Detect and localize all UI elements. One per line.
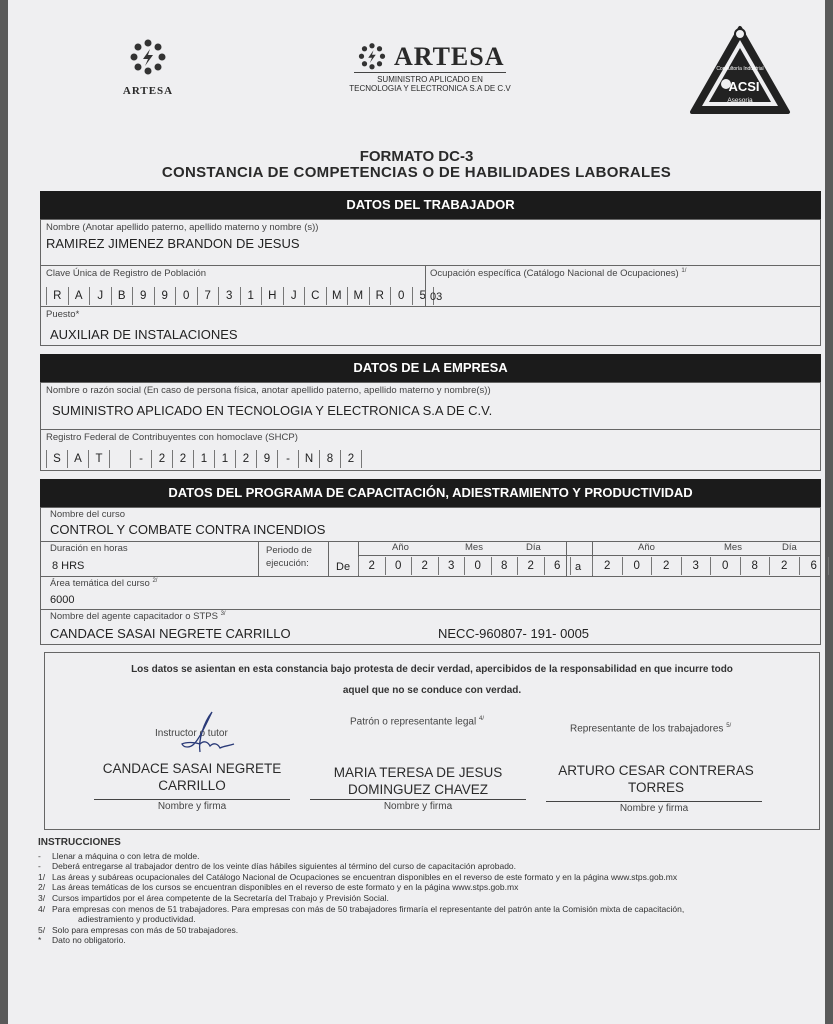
format-title: FORMATO DC-3 [359, 148, 474, 165]
artesa-logo-left [108, 38, 188, 97]
periodo-from-digit: 6 [544, 557, 571, 575]
agente-label-text: Nombre del agente capacitador o STPS [50, 611, 218, 623]
divider [40, 265, 821, 266]
patron-note: 4/ [478, 716, 484, 722]
instruccion-line [38, 872, 798, 883]
agente-registro: NECC-960807- 191- 0005 [438, 626, 590, 641]
periodo-from-digit: 8 [491, 557, 518, 575]
divider [40, 429, 821, 430]
instruccion-text: Las áreas y subáreas ocupacionales del Catálogo Nacional de Ocupaciones se encuentran disponibles en el reverso de este formato y en la página www.stps.gob.mx [52, 871, 678, 882]
curp-char: J [283, 287, 305, 305]
logo-left-text: ARTESA [122, 85, 174, 97]
curso-value: CONTROL Y COMBATE CONTRA INCENDIOS [50, 522, 326, 537]
rfc-char: S [46, 450, 67, 468]
divider [328, 541, 329, 576]
instruccion-line [38, 914, 798, 925]
periodo-to-digit: 0 [622, 557, 652, 575]
firma-label-trabajadores: Nombre y firma [619, 803, 689, 814]
divider [258, 541, 259, 576]
patron-name-line-2: DOMINGUEZ CHAVEZ [347, 782, 488, 797]
periodo-label-2: ejecución: [266, 558, 309, 569]
rfc-char: 9 [256, 450, 277, 468]
instruccion-text: Dato no obligatorio. [52, 935, 126, 946]
periodo-from-digit: 2 [411, 557, 438, 575]
anio-label-to: Año [638, 542, 655, 553]
patron-label-text: Patrón o representante legal [350, 716, 477, 728]
declaration-line-1: Los datos se asientan en esta constancia bajo protesta de decir verdad, apercibidos de la responsabilidad en que incurre todo [131, 664, 733, 675]
periodo-from-digit: 0 [385, 557, 412, 575]
cell-border [361, 450, 362, 468]
occupation-label-text: Ocupación específica (Catálogo Nacional de Ocupaciones) [430, 268, 679, 280]
area-label [50, 578, 157, 589]
curp-char: H [261, 287, 283, 305]
instruccion-mark [38, 914, 52, 925]
de-label: De [336, 561, 351, 573]
artesa-dots-icon [126, 38, 170, 78]
instruccion-line [38, 861, 798, 872]
instruccion-text: Para empresas con menos de 51 trabajadores. Para empresas con más de 50 trabajadores firmaría el representante del patrón ante la Comisión mixta de capacitación, [52, 903, 685, 914]
firma-label-instructor: Nombre y firma [157, 801, 227, 812]
instructor-label: Instructor o tutor [155, 728, 228, 739]
divider [40, 541, 821, 542]
periodo-to-digit: 0 [710, 557, 740, 575]
instruccion-text: Llenar a máquina o con letra de molde. [52, 850, 200, 861]
periodo-from-cells [358, 557, 571, 575]
instruccion-line [38, 851, 798, 862]
curso-label: Nombre del curso [50, 509, 125, 520]
rfc-char: N [298, 450, 319, 468]
logo-center-sub-2: TECNOLOGIA Y ELECTRONICA S.A DE C.V [349, 84, 511, 93]
periodo-from-digit: 3 [438, 557, 465, 575]
logo-center-sub-1: SUMINISTRO APLICADO EN [377, 75, 483, 84]
occupation-value: 03 [430, 291, 443, 303]
divider [40, 609, 821, 610]
curp-char: 5 [412, 287, 434, 305]
instrucciones-list [38, 851, 798, 946]
instruccion-line [38, 882, 798, 893]
seal-acsi-text: ACSI [728, 79, 760, 94]
rfc-char: A [67, 450, 88, 468]
dia-label-to: Día [782, 542, 797, 553]
patron-label [350, 716, 484, 727]
periodo-from-digit: 2 [358, 557, 385, 575]
periodo-to-digit: 8 [740, 557, 770, 575]
instruccion-text: Las áreas temáticas de los cursos se encuentran disponibles en el reverso de este formato y en la página www.stps.gob.mx [52, 882, 519, 893]
signature-line [94, 799, 290, 800]
curp-char: 9 [132, 287, 154, 305]
razon-value: SUMINISTRO APLICADO EN TECNOLOGIA Y ELECTRONICA S.A DE C.V. [52, 403, 493, 418]
trabajador-name-value: RAMIREZ JIMENEZ BRANDON DE JESUS [46, 236, 300, 251]
razon-label: Nombre o razón social (En caso de persona física, anotar apellido paterno, apellido materno y nombre(s)) [46, 385, 491, 396]
trabajadores-label-text: Representante de los trabajadores [570, 723, 724, 735]
signature-line [310, 799, 526, 800]
acsi-seal [688, 24, 792, 120]
rfc-char: 2 [172, 450, 193, 468]
curp-char: M [326, 287, 348, 305]
divider [358, 555, 821, 556]
instruccion-text: adiestramiento y productividad. [78, 914, 196, 925]
instruccion-mark: 4/ [38, 903, 46, 914]
instruccion-text: Cursos impartidos por el área competente de la Secretaría del Trabajo y Previsión Social. [52, 892, 389, 903]
mes-label-to: Mes [724, 542, 742, 553]
signature-line [546, 801, 762, 802]
section-programa-heading: DATOS DEL PROGRAMA DE CAPACITACIÓN, ADIESTRAMIENTO Y PRODUCTIVIDAD [40, 479, 821, 507]
periodo-to-digit: 2 [592, 557, 622, 575]
instruccion-text: Deberá entregarse al trabajador dentro de los veinte días hábiles siguientes al término del curso de capacitación aprobado. [52, 861, 517, 872]
puesto-label: Puesto* [46, 309, 80, 320]
rfc-char: 8 [319, 450, 340, 468]
a-label: a [575, 561, 582, 573]
instrucciones-heading: INSTRUCCIONES [38, 837, 121, 848]
anio-label-from: Año [392, 542, 409, 553]
artesa-logo-center [340, 42, 520, 93]
instructor-signature-icon [170, 710, 240, 756]
curp-char: 7 [197, 287, 219, 305]
rfc-char: - [130, 450, 151, 468]
seal-consultoria-text: Consultoría Industrial [716, 66, 764, 72]
artesa-dots-icon [355, 42, 389, 72]
periodo-to-digit: 2 [651, 557, 681, 575]
curp-char: 3 [218, 287, 240, 305]
rfc-char: 2 [235, 450, 256, 468]
seal-asesoria-text: Asesoria [727, 97, 753, 104]
firma-label-patron: Nombre y firma [383, 801, 453, 812]
instructor-name-line-1: CANDACE SASAI NEGRETE [102, 761, 282, 776]
curp-char: 9 [154, 287, 176, 305]
curp-char: 1 [240, 287, 262, 305]
trabajadores-note: 5/ [726, 723, 732, 729]
instruccion-mark: 3/ [38, 892, 46, 903]
rfc-char: T [88, 450, 109, 468]
curp-char: R [369, 287, 391, 305]
cell-border [570, 557, 571, 575]
periodo-to-cells [592, 557, 829, 575]
rfc-char: 1 [193, 450, 214, 468]
occupation-note: 1/ [681, 268, 687, 274]
periodo-from-digit: 0 [464, 557, 491, 575]
agente-value: CANDACE SASAI NEGRETE CARRILLO [50, 626, 291, 641]
divider [425, 265, 426, 306]
divider [566, 541, 567, 576]
duracion-label: Duración en horas [50, 543, 128, 554]
section-trabajador-heading: DATOS DEL TRABAJADOR [40, 191, 821, 219]
puesto-value: AUXILIAR DE INSTALACIONES [50, 327, 238, 342]
divider [40, 306, 821, 307]
area-label-text: Área temática del curso [50, 578, 150, 590]
instrucciones [38, 838, 798, 946]
trabajadores-name [548, 762, 764, 796]
instruccion-line [38, 893, 798, 904]
curp-char: 0 [175, 287, 197, 305]
patron-name-line-1: MARIA TERESA DE JESUS [333, 765, 503, 780]
instruccion-line [38, 935, 798, 946]
instruccion-line [38, 925, 798, 936]
periodo-from-digit: 2 [517, 557, 544, 575]
rfc-char [109, 450, 130, 468]
instruccion-mark: 2/ [38, 882, 46, 893]
dia-label-from: Día [526, 542, 541, 553]
curp-char: J [89, 287, 111, 305]
occupation-label [430, 268, 686, 279]
trabajadores-name-line-1: ARTURO CESAR CONTRERAS [558, 763, 754, 778]
patron-name [318, 764, 518, 798]
instruccion-mark: 5/ [38, 924, 46, 935]
instructor-name [92, 760, 292, 794]
curp-char: 0 [390, 287, 412, 305]
mes-label-from: Mes [465, 542, 483, 553]
instruccion-mark: - [38, 861, 41, 872]
rfc-label: Registro Federal de Contribuyentes con homoclave (SHCP) [46, 432, 298, 443]
instruccion-mark: 1/ [38, 871, 46, 882]
curp-char: B [111, 287, 133, 305]
periodo-to-digit: 3 [681, 557, 711, 575]
curp-char: C [304, 287, 326, 305]
area-value: 6000 [50, 594, 75, 606]
declaration-line-2: aquel que no se conduce con verdad. [342, 685, 522, 696]
curp-char: R [46, 287, 68, 305]
periodo-to-digit: 6 [799, 557, 829, 575]
periodo-label-1: Periodo de [266, 545, 312, 556]
trabajador-name-label: Nombre (Anotar apellido paterno, apellido materno y nombre (s)) [46, 222, 319, 233]
rfc-cells [46, 450, 362, 468]
acsi-triangle-icon [688, 24, 792, 120]
instruccion-line [38, 904, 798, 915]
curp-label: Clave Única de Registro de Población [46, 268, 207, 279]
area-note: 2/ [152, 578, 158, 584]
agente-note: 3/ [220, 611, 226, 617]
rfc-char: 2 [340, 450, 361, 468]
logo-center-brand: ARTESA [393, 42, 505, 71]
instruccion-text: Solo para empresas con más de 50 trabajadores. [52, 924, 239, 935]
instruccion-mark: - [38, 850, 41, 861]
curp-cells [46, 287, 434, 305]
rfc-char: 2 [151, 450, 172, 468]
trabajadores-label [570, 723, 731, 734]
divider [40, 576, 821, 577]
section-empresa-heading: DATOS DE LA EMPRESA [40, 354, 821, 382]
duracion-value: 8 HRS [52, 560, 85, 572]
agente-label [50, 611, 226, 622]
curp-char: A [68, 287, 90, 305]
trabajadores-name-line-2: TORRES [627, 780, 684, 795]
cell-border [828, 557, 829, 575]
curp-char: M [347, 287, 369, 305]
instructor-name-line-2: CARRILLO [158, 778, 226, 793]
periodo-to-digit: 2 [769, 557, 799, 575]
instruccion-mark: * [38, 935, 42, 946]
rfc-char: 1 [214, 450, 235, 468]
rfc-char: - [277, 450, 298, 468]
main-title: CONSTANCIA DE COMPETENCIAS O DE HABILIDADES LABORALES [161, 164, 672, 181]
